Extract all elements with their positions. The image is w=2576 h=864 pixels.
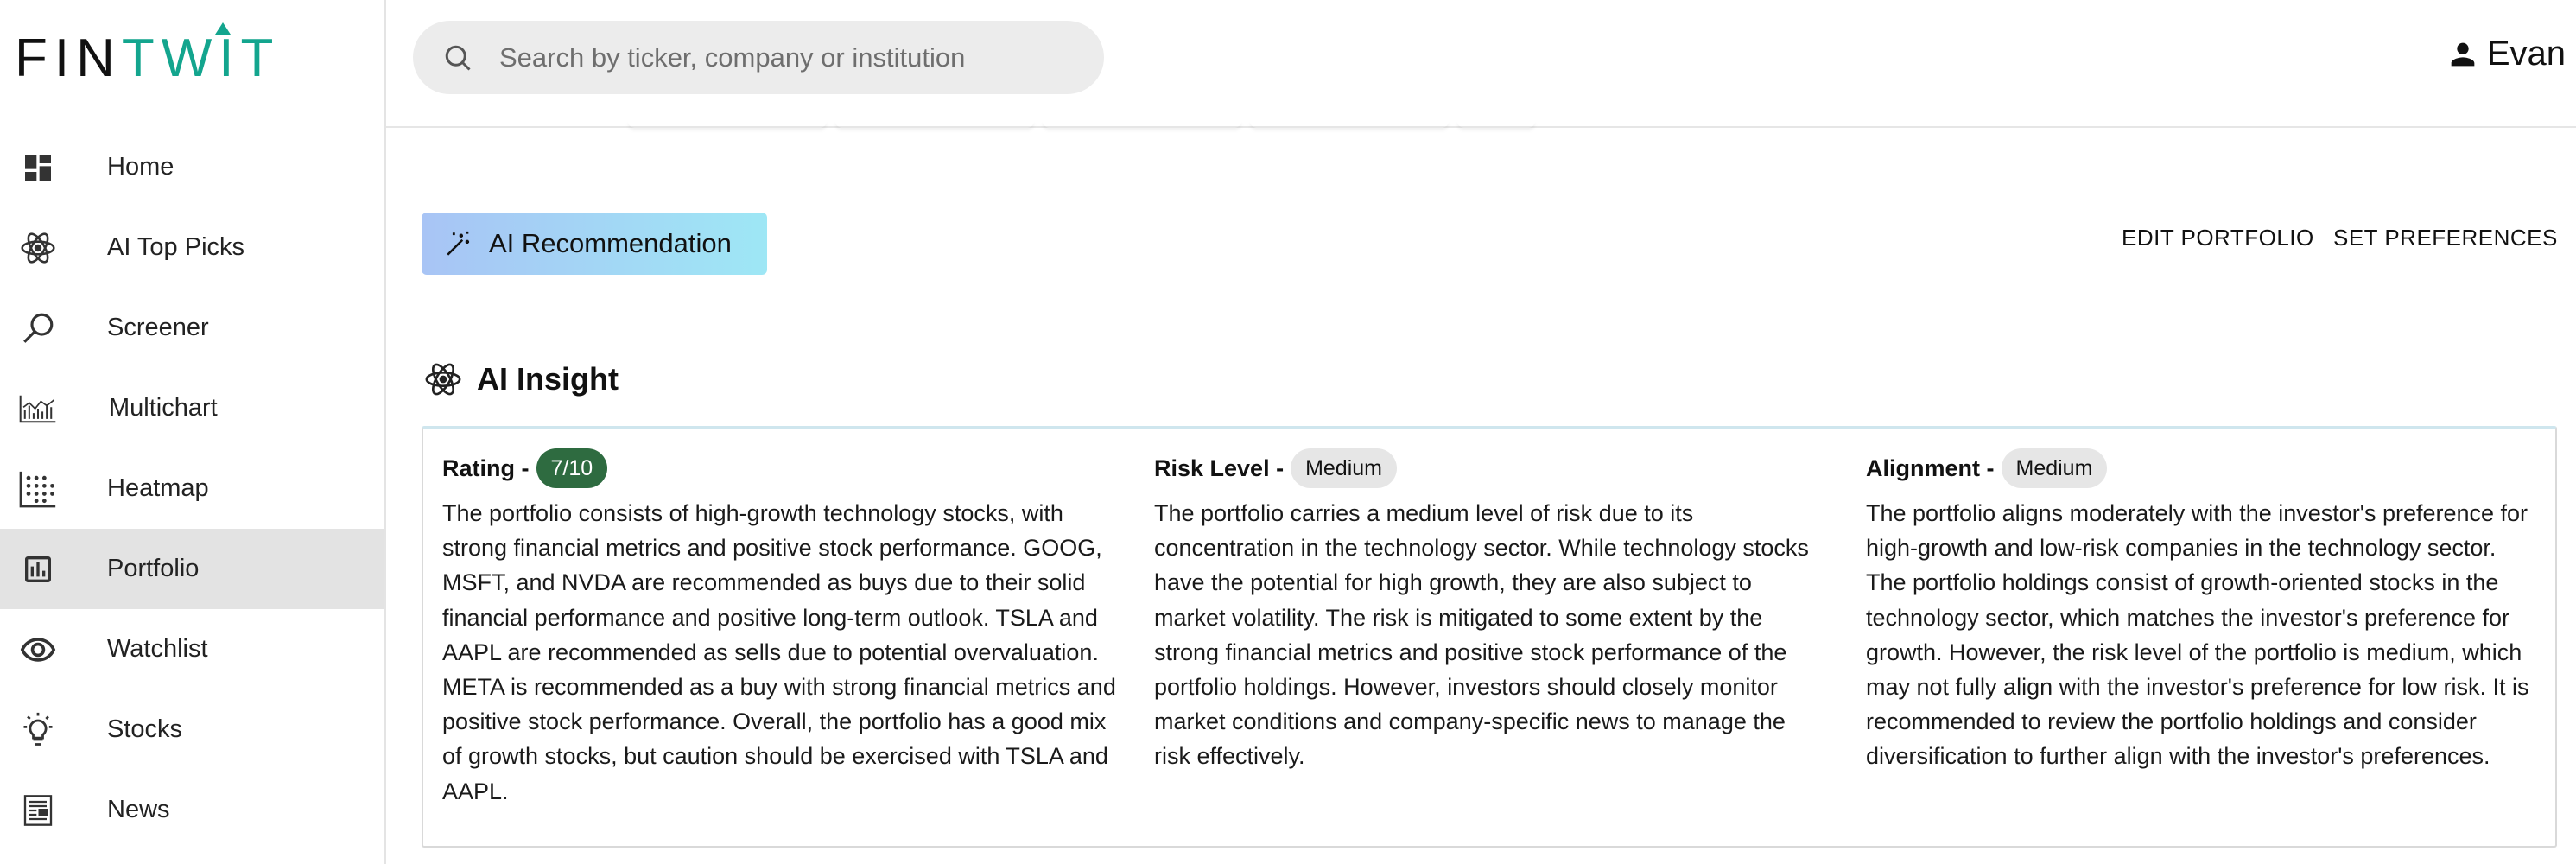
logo-text-fin: FIN <box>15 29 122 88</box>
atom-icon <box>19 229 57 267</box>
sidebar-item-portfolio[interactable] <box>0 529 384 609</box>
insight-column-risk-level <box>1154 448 1828 774</box>
alignment-text: The portfolio aligns moderately with the investor's preference for high-growth and low-risk companies in the technology sector. The portfolio holdings consist of growth-oriented stocks in the technology sector, which matches the investor's preference for growth. However, the risk level of the portfolio is medium, which may not fully align with the investor's preference for low risk. It is recommended to review the portfolio holdings and consider diversification to further align with the investor's preferences. <box>1866 500 2529 770</box>
risk-level-text: The portfolio carries a medium level of risk due to its concentration in the technology sector. While technology stocks have the potential for high growth, they are also subject to market volatility. The risk is mitigated to some extent by the strong financial metrics and positive stock performance of the portfolio holdings. However, investors should closely monitor market conditions and company-specific news to manage the risk effectively. <box>1154 500 1809 770</box>
newspaper-icon <box>19 791 57 829</box>
dashboard-icon <box>19 149 57 187</box>
sidebar-item-label: Multichart <box>109 394 218 422</box>
column-header <box>442 448 1116 489</box>
logo-text-twit <box>122 31 281 86</box>
sidebar <box>0 0 386 864</box>
top-bar <box>386 0 2576 128</box>
edit-portfolio-button[interactable]: EDIT PORTFOLIO <box>2122 225 2314 251</box>
set-preferences-button[interactable]: SET PREFERENCES <box>2333 225 2558 251</box>
column-header <box>1866 448 2540 489</box>
ai-insight-title: AI Insight <box>477 361 619 397</box>
sidebar-item-home[interactable] <box>0 127 384 207</box>
ai-insight-panel <box>422 426 2557 848</box>
ai-insight-header <box>423 358 619 401</box>
sidebar-item-watchlist[interactable] <box>0 609 384 689</box>
sidebar-item-news[interactable] <box>0 770 384 850</box>
sidebar-item-screener[interactable] <box>0 288 384 368</box>
alignment-title: Alignment - <box>1866 454 1995 481</box>
search-icon <box>442 42 473 73</box>
user-menu[interactable] <box>2446 35 2566 73</box>
sidebar-item-label: Portfolio <box>107 555 200 582</box>
sidebar-item-label: Heatmap <box>107 474 209 502</box>
sidebar-item-label: Watchlist <box>107 635 208 663</box>
magnifier-icon <box>19 309 57 347</box>
insight-column-alignment <box>1866 448 2540 774</box>
tab-shadow <box>1457 121 1535 128</box>
tab-shadow <box>835 121 1034 128</box>
sidebar-item-label: Stocks <box>107 715 183 743</box>
rating-text: The portfolio consists of high-growth technology stocks, with strong financial metrics and positive stock performance. GOOG, MSFT, and NVDA are recommended as buys due to their solid financial performance and positive long-term outlook. TSLA and AAPL are recommended as sells due to potential overvaluation. META is recommended as a buy with strong financial metrics and positive stock performance. Overall, the portfolio has a good mix of growth stocks, but caution should be exercised with TSLA and AAPL. <box>442 500 1116 804</box>
tab-shadow <box>1250 121 1449 128</box>
sidebar-item-label: News <box>107 796 170 823</box>
atom-icon <box>423 358 463 401</box>
dot-grid-icon <box>19 470 57 508</box>
person-icon <box>2446 37 2480 72</box>
ai-recommendation-label: AI Recommendation <box>489 228 732 258</box>
eye-icon <box>19 631 57 669</box>
rating-badge: 7/10 <box>536 448 608 488</box>
user-name: Evan <box>2486 35 2566 73</box>
ai-recommendation-button[interactable] <box>422 213 767 275</box>
rating-title: Rating - <box>442 454 530 481</box>
sidebar-item-label: AI Top Picks <box>107 233 245 261</box>
logo-text-twit-label: TWIT <box>121 29 281 88</box>
sidebar-item-label: Home <box>107 153 174 181</box>
column-header <box>1154 448 1828 489</box>
bar-chart-line-icon <box>19 390 57 428</box>
sidebar-item-ai-top-picks[interactable] <box>0 207 384 288</box>
lightbulb-icon <box>19 711 57 749</box>
sidebar-item-multichart[interactable] <box>0 368 384 448</box>
tab-shadow <box>1043 121 1241 128</box>
magic-wand-icon <box>444 229 473 258</box>
risk-level-title: Risk Level - <box>1154 454 1285 481</box>
search-input[interactable] <box>499 21 1078 94</box>
sidebar-item-stocks[interactable] <box>0 689 384 770</box>
alignment-badge: Medium <box>2002 448 2108 488</box>
risk-level-badge: Medium <box>1291 448 1397 488</box>
search-bar[interactable] <box>413 21 1104 94</box>
fintwit-logo[interactable] <box>15 31 280 86</box>
sidebar-item-label: Screener <box>107 314 209 341</box>
sidebar-item-heatmap[interactable] <box>0 448 384 529</box>
logo-arrow-icon <box>215 22 231 35</box>
chart-box-icon <box>19 550 57 588</box>
sidebar-nav <box>0 127 384 850</box>
insight-column-rating <box>442 448 1116 809</box>
tab-shadow <box>628 121 827 128</box>
